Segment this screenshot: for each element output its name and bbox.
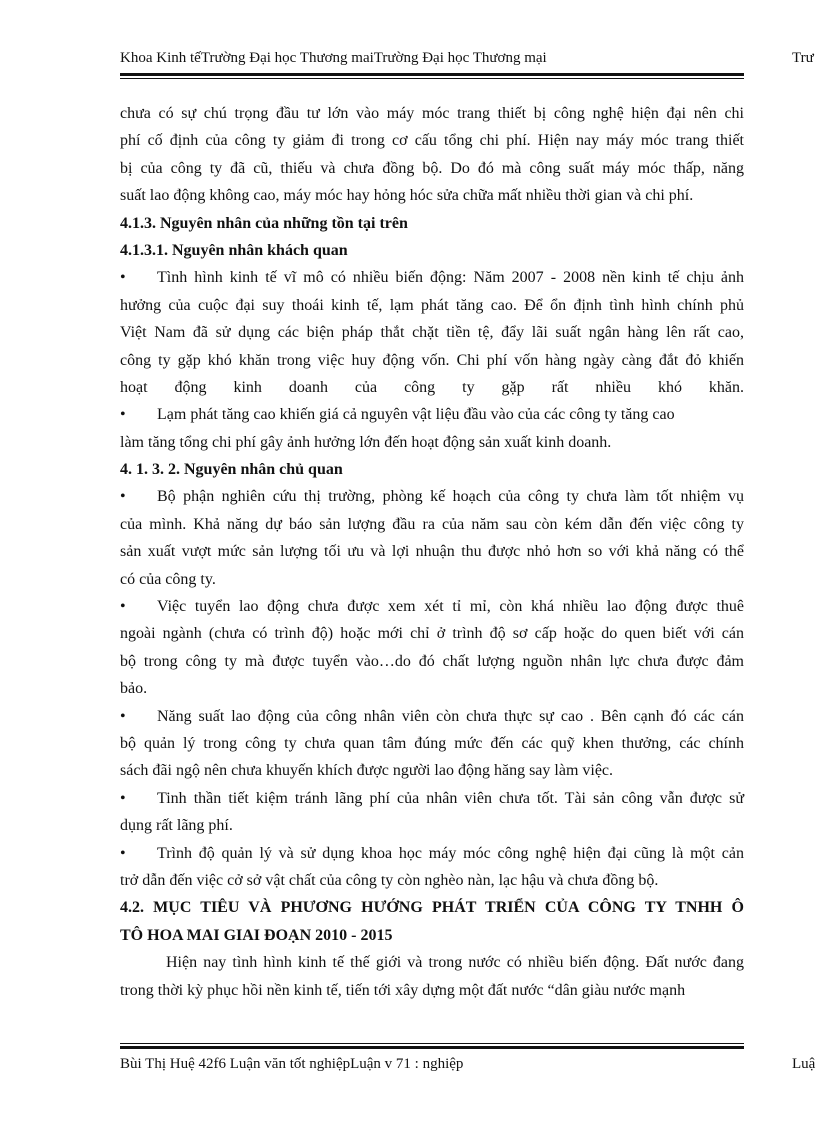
paragraph-line: hưởng của cuộc đại suy thoái kinh tế, lạm phát tăng cao. Để ổn định tình hình chính phủ (120, 296, 744, 314)
paragraph-line: bảo. (120, 680, 148, 698)
paragraph-line: làm tăng tổng chi phí gây ảnh hưởng lớn đến hoạt động sản xuất kinh doanh. (120, 433, 612, 451)
paragraph-line: bộ quản lý trong công ty chưa quan tâm đúng mức đến các quỹ khen thưởng, các chính (120, 734, 744, 752)
bullet-item (120, 703, 744, 730)
paragraph-line: trở dẫn đến việc cở sở vật chất của công ty còn nghèo nàn, lạc hậu và chưa đồng bộ. (120, 871, 659, 889)
page-footer-overflow: Luậ (792, 1056, 816, 1072)
paragraph-line: Việt Nam đã sử dụng các biện pháp thắt chặt tiền tệ, đẩy lãi suất ngân hàng lên rất cao, (120, 324, 744, 342)
paragraph-line: công ty gặp khó khăn trong việc huy động vốn. Chi phí vốn hàng ngày càng đắt đỏ khiến (120, 351, 744, 369)
bullet-icon: • (120, 406, 126, 424)
document-body (120, 100, 744, 1004)
bullet-text: Bộ phận nghiên cứu thị trường, phòng kế hoạch của công ty chưa làm tốt nhiệm vụ (157, 488, 744, 506)
subsection-heading: 4. 1. 3. 2. Nguyên nhân chủ quan (120, 461, 343, 479)
page-footer: Bùi Thị Huệ 42f6 Luận văn tốt nghiệpLuận v 71 : nghiệp (120, 1056, 464, 1072)
bullet-text: Tình hình kinh tế vĩ mô có nhiều biến động: Năm 2007 - 2008 nền kinh tế chịu ảnh (157, 269, 744, 287)
page-header: Khoa Kinh tếTrường Đại học Thương maiTrường Đại học Thương mại (120, 50, 547, 66)
bullet-item (120, 785, 744, 812)
paragraph-line: bị của công ty đã cũ, thiếu và chưa đồng bộ. Do đó mà công suất máy móc thấp, năng (120, 159, 744, 177)
paragraph-line: chưa có sự chú trọng đầu tư lớn vào máy móc trang thiết bị công nghệ hiện đại nên chi (120, 105, 744, 122)
bullet-icon: • (120, 707, 126, 725)
footer-rule-thick (120, 1046, 744, 1049)
paragraph-text: Hiện nay tình hình kinh tế thế giới và trong nước có nhiều biến động. Đất nước đang (166, 954, 744, 972)
paragraph-line: phí cố định của công ty giảm đi trong cơ cấu tổng chi phí. Hiện nay máy móc trang thiết (120, 132, 744, 150)
bullet-icon: • (120, 789, 126, 807)
bullet-item (120, 401, 744, 428)
paragraph-line: trong thời kỳ phục hồi nền kinh tế, tiến tới xây dựng một đất nước “dân giàu nước mạnh (120, 981, 686, 999)
section-heading: 4.1.3. Nguyên nhân của những tồn tại trên (120, 214, 408, 232)
paragraph-line: dụng rất lãng phí. (120, 817, 233, 835)
paragraph-line (120, 949, 744, 976)
bullet-item (120, 840, 744, 867)
header-rule-thick (120, 73, 744, 76)
section-heading: 4.2. MỤC TIÊU VÀ PHƯƠNG HƯỚNG PHÁT TRIỂN CỦA CÔNG TY TNHH Ô (120, 899, 744, 917)
bullet-icon: • (120, 844, 126, 862)
header-rule-thin (120, 78, 744, 79)
bullet-text: Việc tuyển lao động chưa được xem xét tỉ mỉ, còn khá nhiều lao động được thuê (157, 598, 744, 616)
paragraph-line: của mình. Khả năng dự báo sản lượng đầu ra của năm sau còn kém dẫn đến việc công ty (120, 515, 744, 533)
bullet-icon: • (120, 488, 126, 506)
paragraph-line: có của công ty. (120, 570, 216, 588)
bullet-item (120, 593, 744, 620)
bullet-text: Lạm phát tăng cao khiến giá cả nguyên vật liệu đầu vào của các công ty tăng cao (157, 406, 675, 424)
paragraph-line: sách đãi ngộ nên chưa khuyến khích được người lao động hăng say làm việc. (120, 762, 614, 780)
bullet-item (120, 264, 744, 291)
bullet-text: Năng suất lao động của công nhân viên còn chưa thực sự cao . Bên cạnh đó các cán (157, 707, 744, 725)
page-header-overflow: Trư (792, 50, 814, 66)
paragraph-line: suất lao động không cao, máy móc hay hỏng hóc sửa chữa mất nhiều thời gian và chi phí. (120, 187, 694, 205)
paragraph-line: ngoài ngành (chưa có trình độ) hoặc mới chỉ ở trình độ sơ cấp hoặc do quen biết với cán (120, 625, 744, 643)
footer-rule-thin (120, 1043, 744, 1044)
bullet-icon: • (120, 598, 126, 616)
bullet-icon: • (120, 269, 126, 287)
bullet-item (120, 483, 744, 510)
bullet-text: Trình độ quản lý và sử dụng khoa học máy móc công nghệ hiện đại cũng là một cản (157, 844, 744, 862)
paragraph-line: bộ trong công ty mà được tuyển vào…do đó chất lượng nguồn nhân lực chưa được đảm (120, 652, 744, 670)
paragraph-line: hoạt động kinh doanh của công ty gặp rất nhiều khó khăn. (120, 378, 744, 396)
bullet-text: Tinh thần tiết kiệm tránh lãng phí của nhân viên chưa tốt. Tài sản công vẫn được sử (157, 789, 744, 807)
section-heading-continued: TÔ HOA MAI GIAI ĐOẠN 2010 - 2015 (120, 926, 393, 944)
subsection-heading: 4.1.3.1. Nguyên nhân khách quan (120, 241, 348, 259)
paragraph-line: sản xuất vượt mức sản lượng tối ưu và lợi nhuận thu được nhỏ hơn so với khả năng có thể (120, 543, 744, 561)
